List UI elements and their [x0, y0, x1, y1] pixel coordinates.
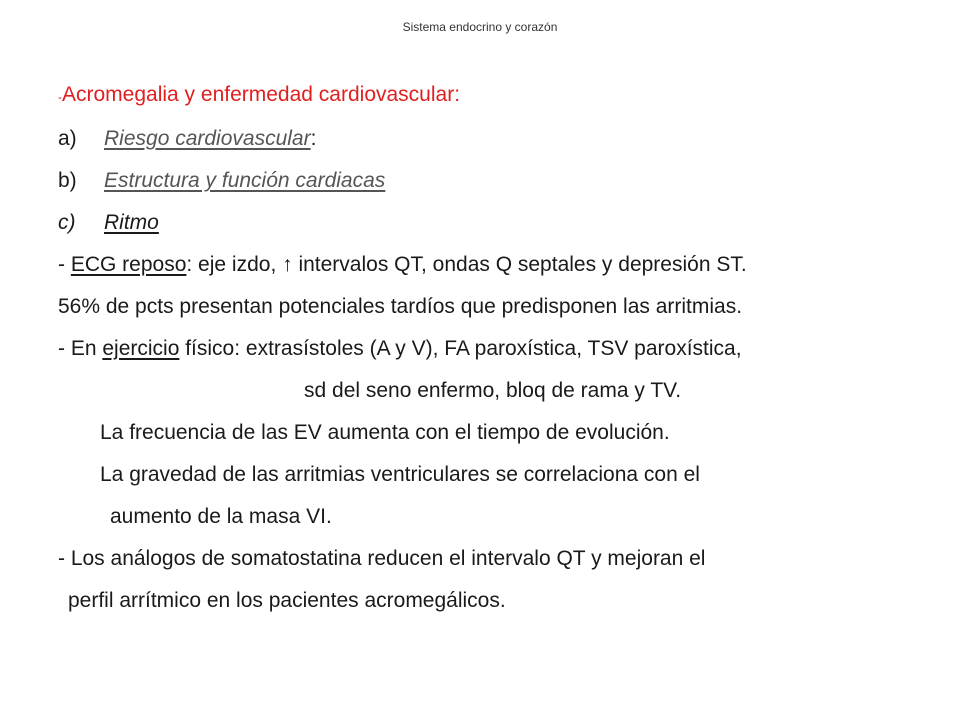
ecg-line — [58, 254, 747, 275]
list-suffix-a: : — [310, 127, 317, 150]
section-dash: - — [58, 90, 62, 104]
ecg-prefix: - — [58, 253, 71, 276]
section-title — [58, 84, 460, 105]
line-sd: sd del seno enfermo, bloq de rama y TV. — [304, 379, 682, 402]
list-item-b — [58, 170, 385, 191]
ecg-text: : eje izdo, ↑ intervalos QT, ondas Q septales y depresión ST. — [186, 253, 747, 276]
ejercicio-prefix: - En — [58, 337, 103, 360]
list-letter-b: b) — [58, 169, 77, 192]
list-letter-c: c) — [58, 211, 76, 234]
line-56-percent: 56% de pcts presentan potenciales tardíos que predisponen las arritmias. — [58, 295, 743, 318]
line-gravedad: La gravedad de las arritmias ventriculares se correlaciona con el — [100, 463, 700, 486]
line-frecuencia: La frecuencia de las EV aumenta con el tiempo de evolución. — [100, 421, 670, 444]
riesgo-cardiovascular-link[interactable]: Riesgo cardiovascular — [104, 127, 311, 150]
section-title-text: Acromegalia y enfermedad cardiovascular: — [62, 83, 461, 106]
list-item-a — [58, 128, 316, 149]
ejercicio-text: físico: extrasístoles (A y V), FA paroxística, TSV paroxística, — [179, 337, 742, 360]
estructura-funcion-link[interactable]: Estructura y función cardiacas — [104, 169, 386, 192]
ecg-reposo-link[interactable]: ECG reposo — [70, 253, 187, 276]
ritmo-link[interactable]: Ritmo — [104, 211, 159, 234]
ejercicio-line — [58, 338, 742, 359]
line-aumento: aumento de la masa VI. — [110, 505, 332, 528]
line-analogos: - Los análogos de somatostatina reducen el intervalo QT y mejoran el — [58, 547, 706, 570]
line-perfil: perfil arrítmico en los pacientes acromegálicos. — [68, 589, 506, 612]
list-letter-a: a) — [58, 127, 77, 150]
ejercicio-link[interactable]: ejercicio — [102, 337, 180, 360]
slide-header: Sistema endocrino y corazón — [402, 20, 558, 34]
list-item-c — [58, 212, 159, 233]
